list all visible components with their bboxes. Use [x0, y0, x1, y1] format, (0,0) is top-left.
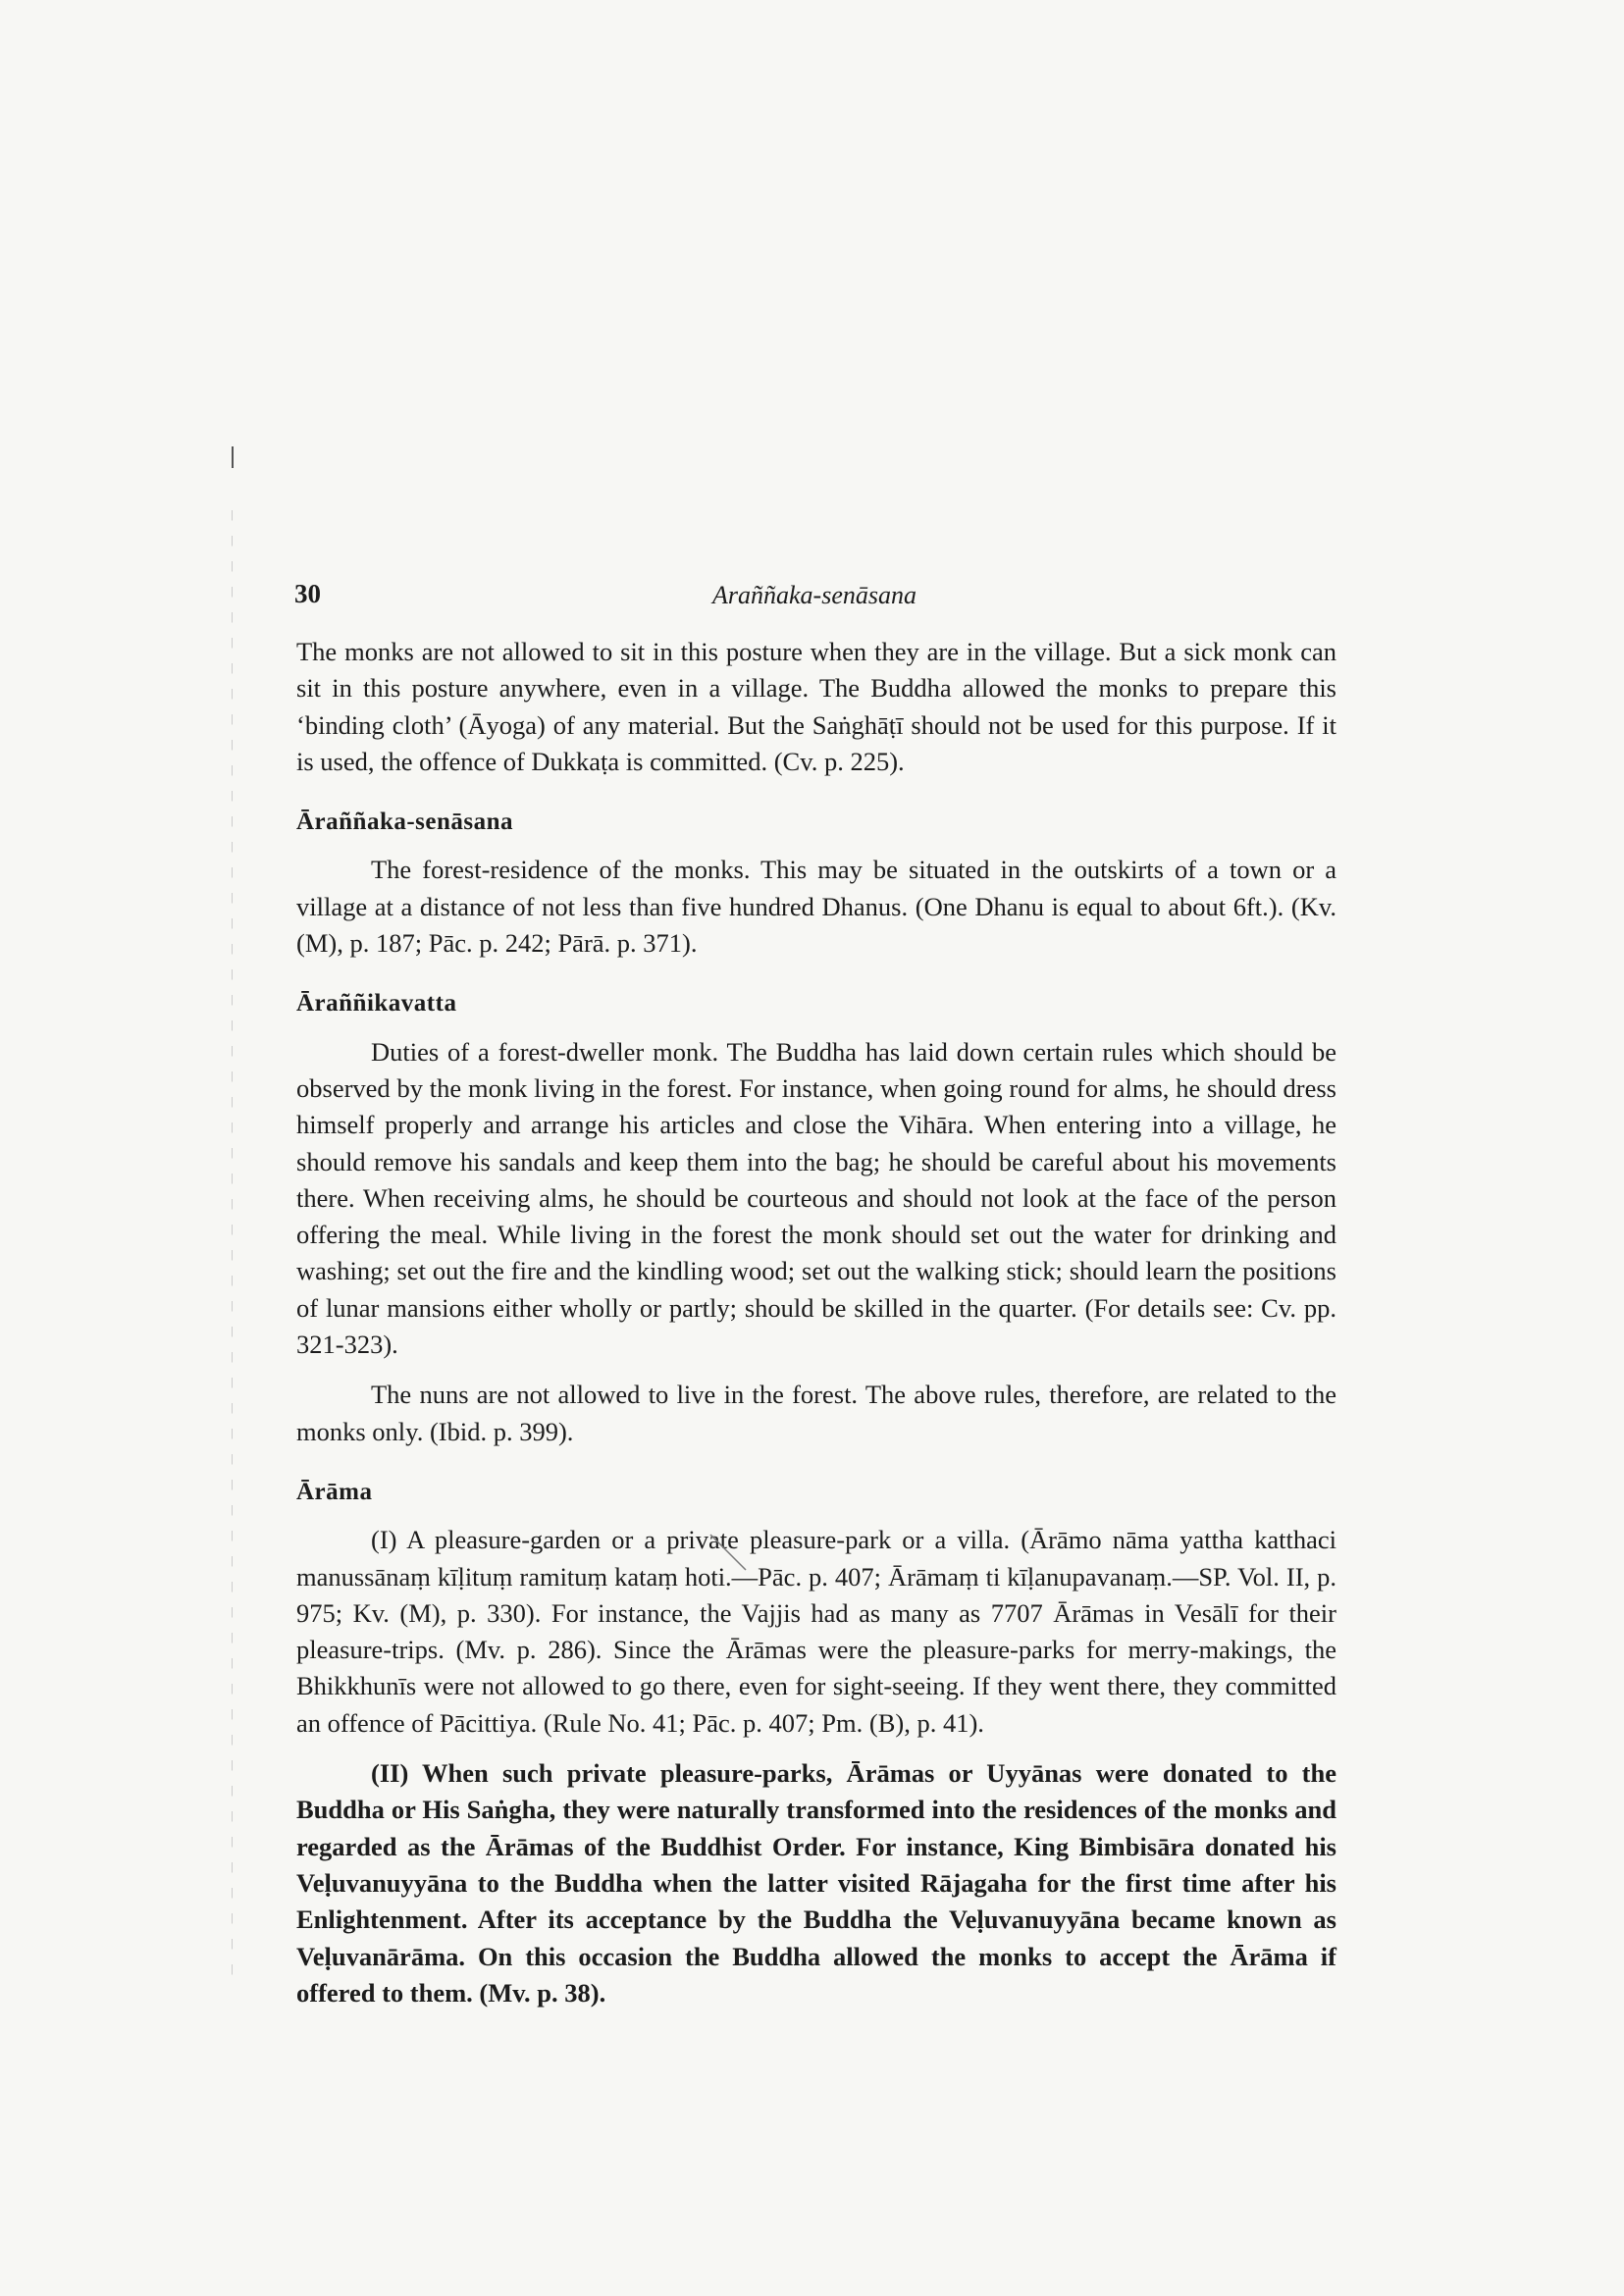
entry-paragraph: The nuns are not allowed to live in the forest. The above rules, therefore, are related to the monks only. (Ibid. p. 399). [296, 1380, 1336, 1446]
margin-mark [232, 446, 234, 468]
entry-title-aranna-senasana: Āraññaka-senāsana [296, 809, 514, 836]
running-head: Araññaka-senāsana [712, 581, 917, 609]
entry-title-arama: Ārāma [296, 1478, 373, 1505]
entry-paragraph: (I) A pleasure-garden or a private pleasure-park or a villa. (Ārāmo nāma yattha katthaci manussānaṃ kīḷituṃ ramituṃ kataṃ hoti.—Pāc. p. 407; Ārāmaṃ ti kīḷanupavanaṃ.—SP. Vol. II, p. 975; Kv. (M), p. 330). For instance, the Vajjis had as many as 7707 Ārāmas in Vesālī for their pleasure-trips. (Mv. p. 286). Since the Ārāmas were the pleasure-parks for merry-makings, the Bhikkhunīs were not allowed to go there, even for sight-seeing. If they went there, they committed an offence of Pācittiya. (Rule No. 41; Pāc. p. 407; Pm. (B), p. 41). [296, 1525, 1336, 1738]
entry-paragraph: Duties of a forest-dweller monk. The Buddha has laid down certain rules which should be observed by the monk living in the forest. For instance, when going round for alms, he should dress himself properly and arrange his articles and close the Vihāra. When entering into a village, he should remove his sandals and keep them into the bag; he should be careful about his movements there. When receiving alms, he should be courteous and should not look at the face of the person offering the meal. While living in the forest the monk should set out the water for drinking and washing; set out the fire and the kindling wood; set out the walking stick; should learn the positions of lunar mansions either wholly or partly; should be skilled in the quarter. (For details see: Cv. pp. 321-323). [296, 1036, 1336, 1360]
page-number: 30 [294, 579, 321, 608]
entry-title-arannikavatta: Āraññikavatta [296, 990, 457, 1018]
entry-paragraph: The forest-residence of the monks. This may be situated in the outskirts of a town or a village at a distance of not less than five hundred Dhanus. (One Dhanu is equal to about 6ft.). (Kv. (M), p. 187; Pāc. p. 242; Pārā. p. 371). [296, 855, 1336, 959]
entry-paragraph: (II) When such private pleasure-parks, Ārāmas or Uyyānas were donated to the Buddha or His Saṅgha, they were naturally transformed into the residences of the monks and regarded as the Ārāmas of the Buddhist Order. For instance, King Bimbisāra donated his Veḷuvanuyyāna to the Buddha when the latter visited Rājagaha for the first time after his Enlightenment. After its acceptance by the Buddha the Veḷuvanuyyāna became known as Veḷuvanārāma. On this occasion the Buddha allowed the monks to accept the Ārāma if offered to them. (Mv. p. 38). [296, 1758, 1336, 2008]
page-header [294, 579, 1335, 618]
page-content [296, 634, 1336, 2011]
paragraph-gap [296, 1742, 1336, 1755]
pencil-tick-mark [708, 1533, 748, 1572]
paragraph-gap [296, 1363, 1336, 1377]
intro-paragraph: The monks are not allowed to sit in this posture when they are in the village. But a sick monk can sit in this posture anywhere, even in a village. The Buddha allowed the monks to prepare this ‘binding cloth’ (Āyoga) of any material. But the Saṅghāṭī should not be used for this purpose. If it is used, the offence of Dukkaṭa is committed. (Cv. p. 225). [296, 637, 1336, 776]
margin-dots [232, 510, 233, 1982]
